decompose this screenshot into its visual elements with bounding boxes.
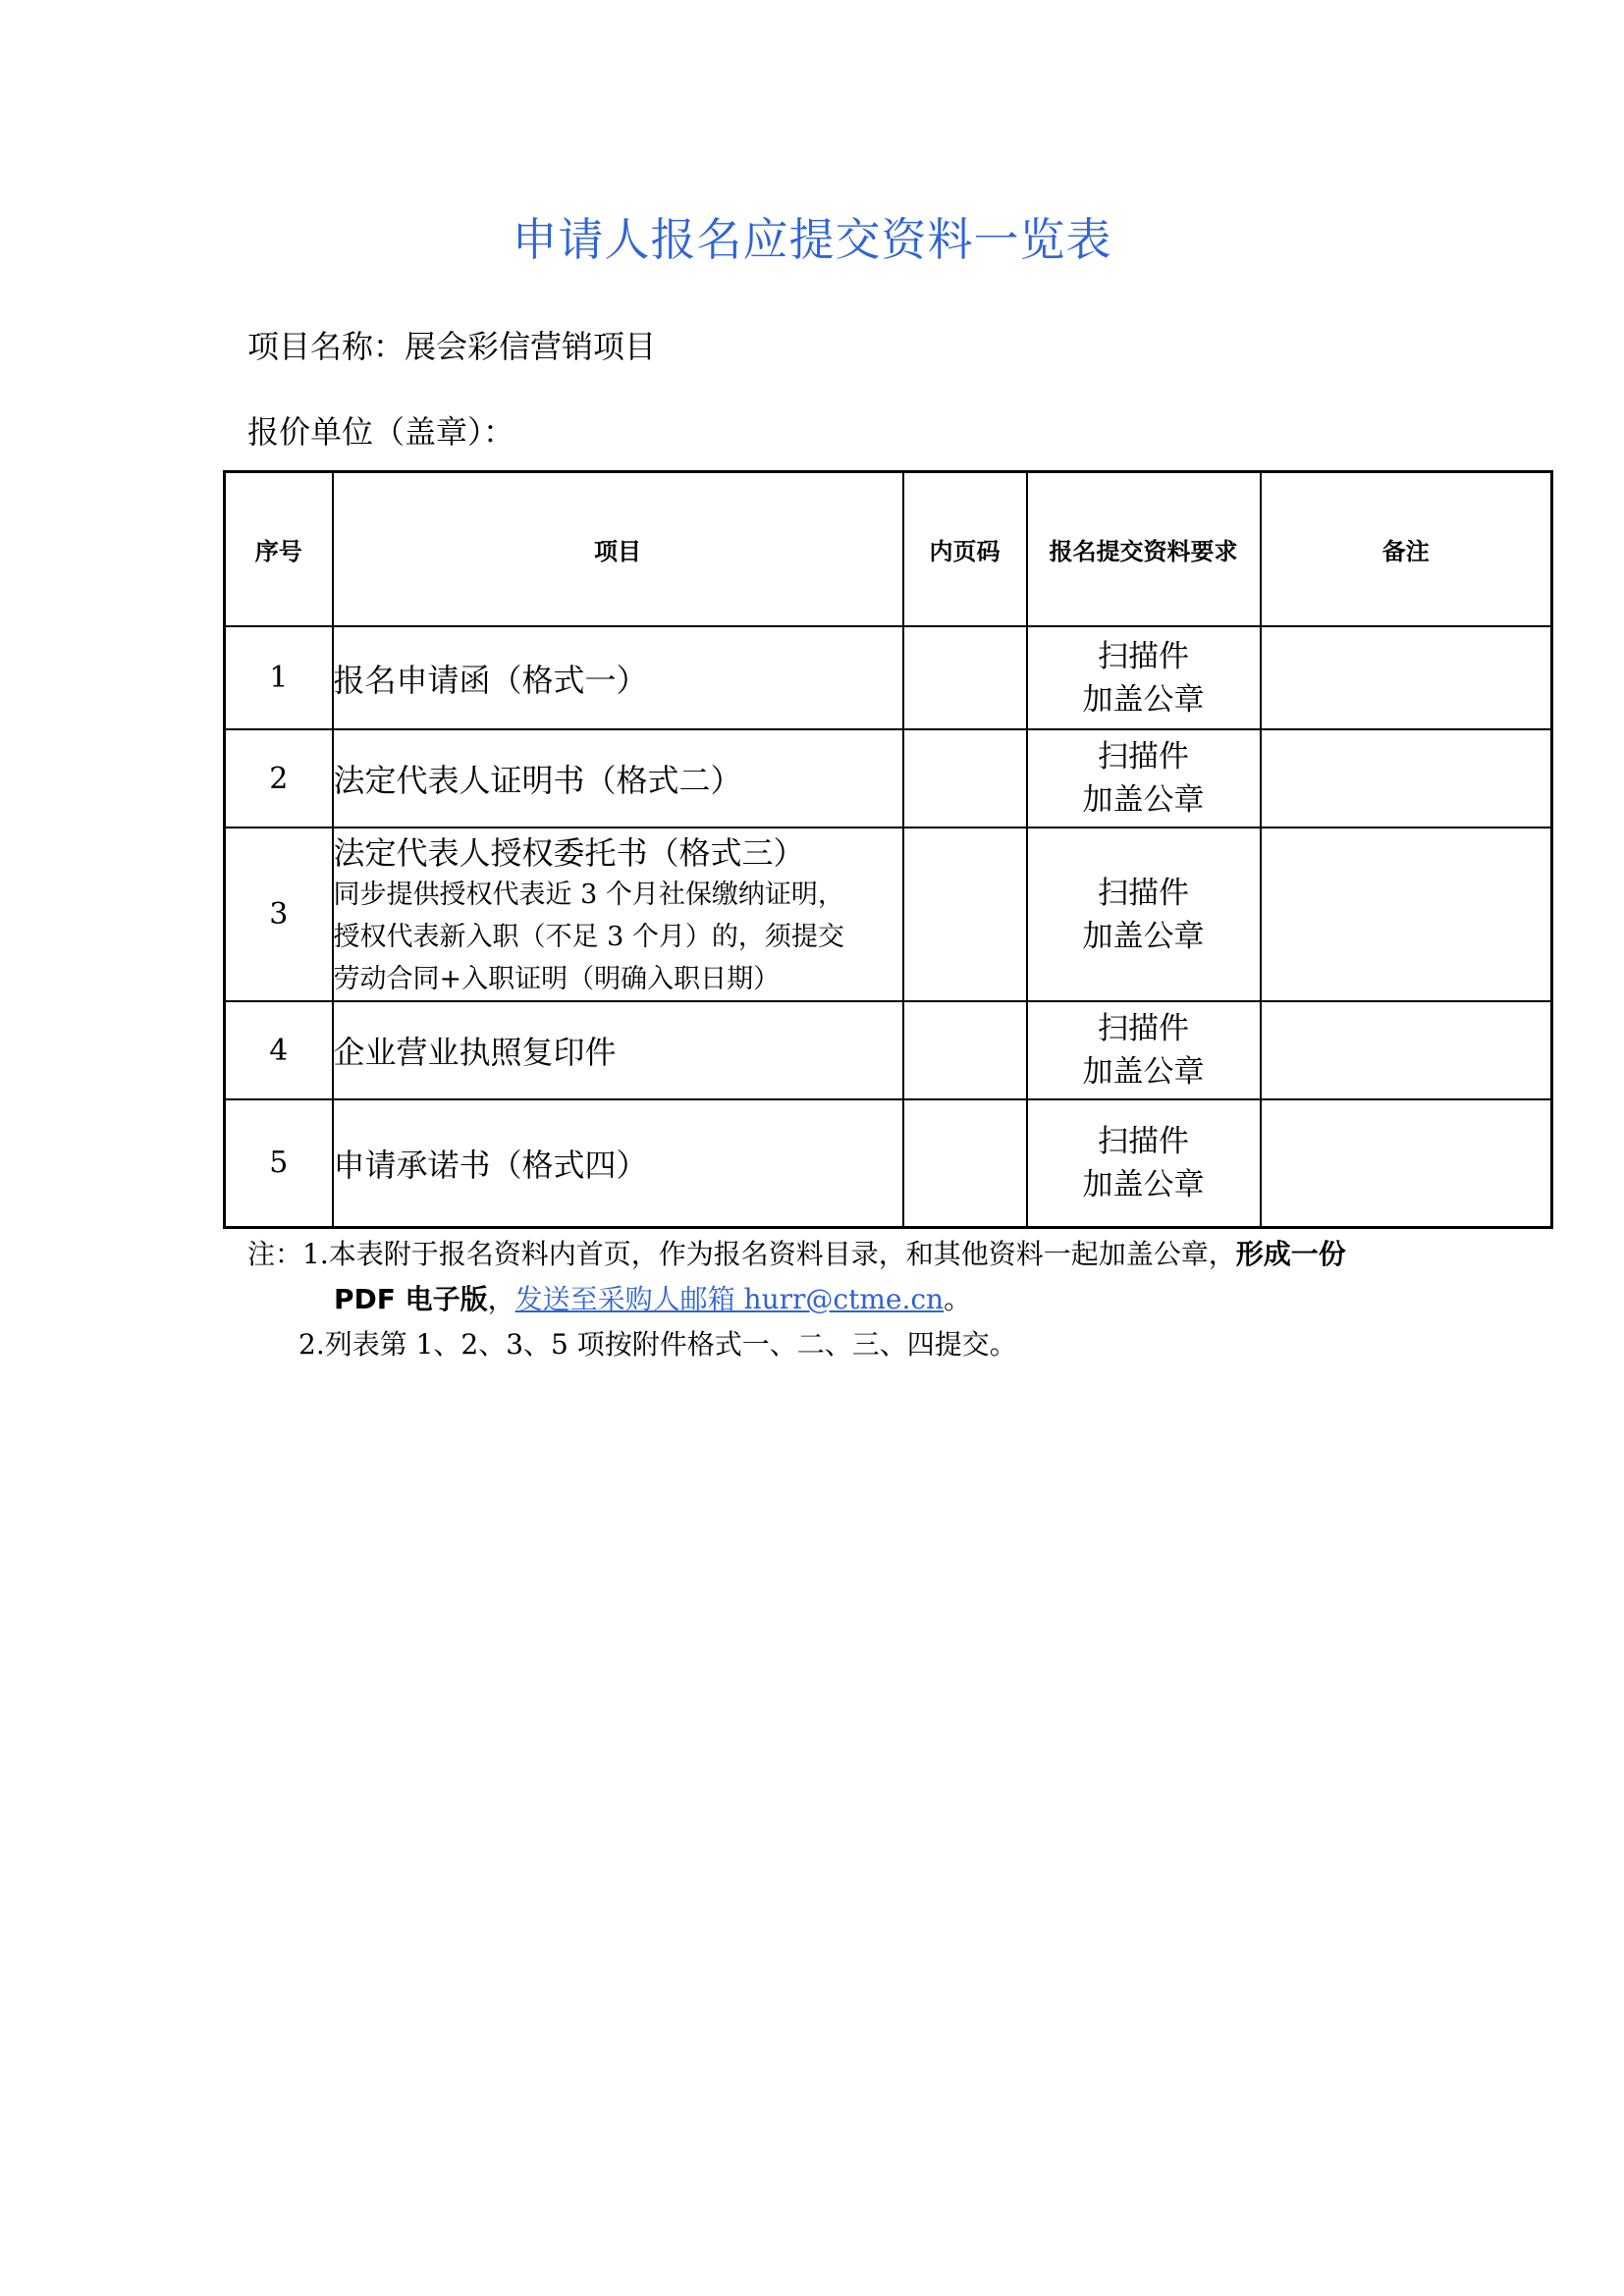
requirement-line: 加盖公章 (1082, 918, 1205, 954)
requirement-line: 扫描件 (1098, 1123, 1189, 1159)
row-item-title: 法定代表人证明书（格式二） (333, 762, 742, 799)
row-item-title: 企业营业执照复印件 (333, 1034, 617, 1071)
row-seq: 5 (225, 1099, 333, 1227)
header-remark: 备注 (1261, 472, 1552, 627)
note-1-text: 注：1.本表附于报名资料内首页，作为报名资料目录，和其他资料一起加盖公章， (247, 1238, 1236, 1270)
requirement-line: 扫描件 (1098, 875, 1189, 911)
requirement-line: 加盖公章 (1082, 1054, 1205, 1090)
note-line-2 (247, 1277, 1426, 1322)
row-item (333, 828, 903, 1001)
table-row (225, 626, 1552, 729)
header-requirement: 报名提交资料要求 (1027, 472, 1261, 627)
row-item-note: 劳动合同+入职证明（明确入职日期） (333, 964, 781, 994)
row-remark (1261, 1001, 1552, 1099)
table-row (225, 1099, 1552, 1227)
header-item: 项目 (333, 472, 903, 627)
note-1-bold: 形成一份 (1235, 1238, 1346, 1270)
row-item (333, 729, 903, 828)
row-seq: 4 (225, 1001, 333, 1099)
header-seq: 序号 (225, 472, 333, 627)
row-requirement (1027, 729, 1261, 828)
row-page (903, 1099, 1027, 1227)
row-requirement (1027, 828, 1261, 1001)
page-title: 申请人报名应提交资料一览表 (512, 213, 1112, 266)
project-name: 项目名称：展会彩信营销项目 (247, 328, 657, 365)
row-item-note: 同步提供授权代表近 3 个月社保缴纳证明， (333, 880, 844, 910)
materials-table (223, 470, 1553, 1229)
header-page: 内页码 (903, 472, 1027, 627)
quoting-unit: 报价单位（盖章）： (247, 413, 515, 451)
table-row (225, 1001, 1552, 1099)
row-remark (1261, 828, 1552, 1001)
note-separator: ， (487, 1283, 515, 1315)
requirement-line: 扫描件 (1098, 739, 1189, 774)
note-pdf-bold: PDF 电子版 (334, 1283, 488, 1315)
row-seq: 3 (225, 828, 333, 1001)
requirement-line: 加盖公章 (1082, 681, 1205, 718)
row-item-note: 授权代表新入职（不足 3 个月）的，须提交 (333, 922, 844, 952)
notes (247, 1232, 1426, 1367)
table-row (225, 729, 1552, 828)
row-remark (1261, 1099, 1552, 1227)
row-seq: 2 (225, 729, 333, 828)
requirement-line: 扫描件 (1098, 638, 1189, 674)
email-link[interactable]: 发送至采购人邮箱 hurr@ctme.cn (514, 1283, 945, 1315)
note-period: 。 (944, 1283, 972, 1315)
row-item-title: 报名申请函（格式一） (333, 661, 648, 699)
row-remark (1261, 626, 1552, 729)
requirement-line: 加盖公章 (1082, 1166, 1205, 1202)
note-line-3: 2.列表第 1、2、3、5 项按附件格式一、二、三、四提交。 (298, 1328, 1017, 1361)
row-page (903, 1001, 1027, 1099)
table-row (225, 828, 1552, 1001)
requirement-line: 扫描件 (1098, 1011, 1189, 1046)
row-item-title: 法定代表人授权委托书（格式三） (333, 834, 805, 872)
row-requirement (1027, 1001, 1261, 1099)
row-item (333, 626, 903, 729)
row-page (903, 626, 1027, 729)
requirement-line: 加盖公章 (1082, 782, 1205, 818)
row-remark (1261, 729, 1552, 828)
row-requirement (1027, 1099, 1261, 1227)
row-requirement (1027, 626, 1261, 729)
table-header-row (225, 472, 1552, 627)
row-page (903, 828, 1027, 1001)
row-page (903, 729, 1027, 828)
note-line-1 (247, 1232, 1426, 1277)
row-item (333, 1001, 903, 1099)
row-item (333, 1099, 903, 1227)
row-seq: 1 (225, 626, 333, 729)
row-item-title: 申请承诺书（格式四） (333, 1146, 648, 1184)
